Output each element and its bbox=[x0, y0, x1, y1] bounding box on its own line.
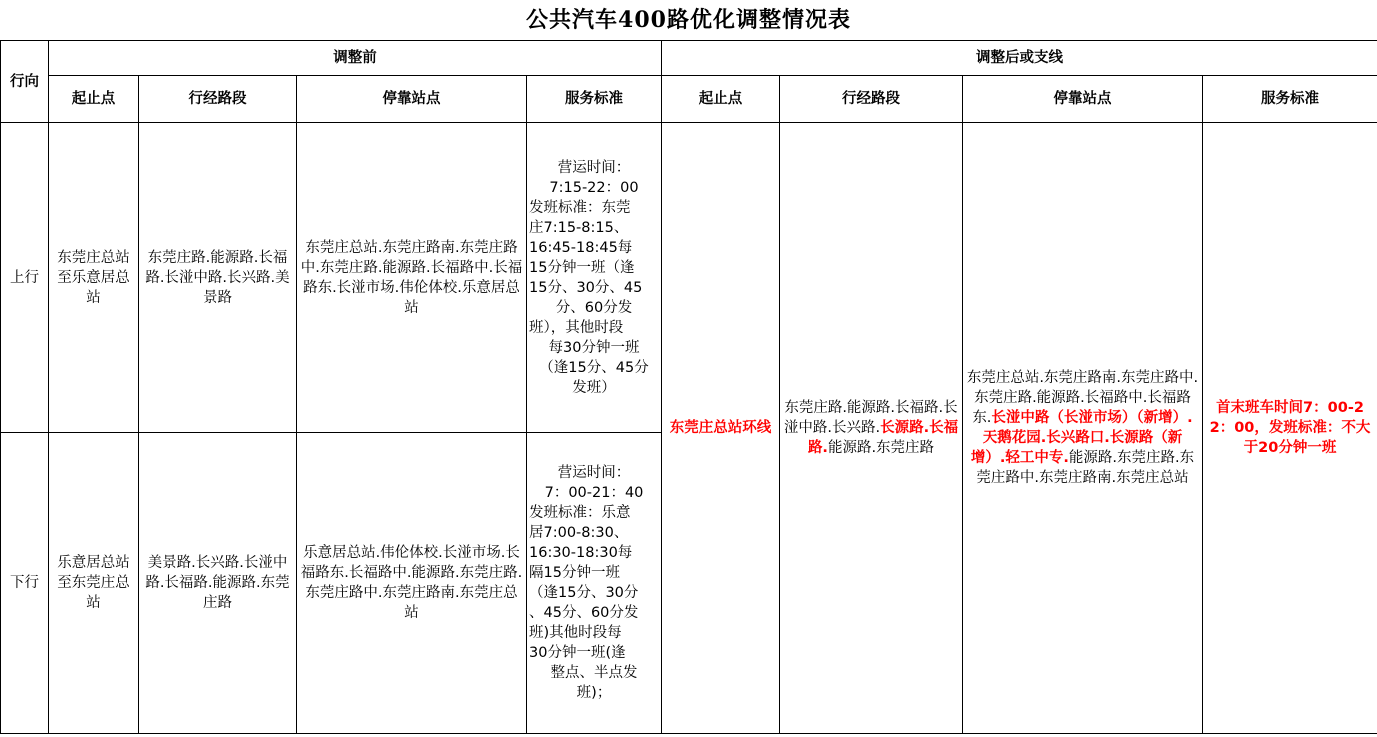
header-row-columns bbox=[1, 76, 1377, 123]
header-before-route: 行经路段 bbox=[139, 76, 297, 123]
service-line: 发班标准：东莞 bbox=[529, 199, 631, 216]
header-before: 调整前 bbox=[49, 41, 662, 76]
header-row-group bbox=[1, 41, 1377, 76]
after-stops bbox=[963, 123, 1203, 734]
service-line: （逢15分、45分 bbox=[539, 359, 649, 376]
after-stops-part: 能源路.东莞庄路.东莞庄路中.东莞庄路南.东莞庄总站 bbox=[976, 450, 1195, 486]
service-line: 、45分、60分发 bbox=[529, 605, 639, 621]
service-line: 班)其他时段每 bbox=[529, 625, 622, 641]
header-before-service: 服务标准 bbox=[527, 76, 662, 123]
row-direction: 下行 bbox=[1, 433, 49, 734]
service-line: 班），其他时段 bbox=[529, 319, 624, 336]
route-adjustment-table bbox=[0, 40, 1377, 734]
header-after-stops: 停靠站点 bbox=[963, 76, 1203, 123]
service-line: 营运时间： bbox=[557, 159, 631, 176]
service-line: 营运时间： bbox=[557, 465, 631, 481]
header-after-endpoints: 起止点 bbox=[662, 76, 780, 123]
service-line: 庄7:15-8:15、 bbox=[529, 219, 629, 236]
service-line: 15分钟一班（逢 bbox=[529, 259, 635, 276]
service-line: 分、60分发 bbox=[555, 299, 633, 316]
after-stops-new: 长湴中路（长湴市场）（新增）.天鹅花园.长兴路口.长源路（新增）.轻工中专. bbox=[970, 410, 1193, 466]
row-service bbox=[527, 433, 662, 734]
row-endpoints: 乐意居总站至东莞庄总站 bbox=[49, 433, 139, 734]
header-after-route: 行经路段 bbox=[780, 76, 963, 123]
after-route-part: 东莞庄路.能源路.长福路.长湴中路.长兴路. bbox=[783, 400, 958, 436]
service-line: 隔15分钟一班 bbox=[529, 565, 620, 581]
service-line: （逢15分、30分 bbox=[529, 585, 639, 601]
after-route bbox=[780, 123, 963, 734]
header-after: 调整后或支线 bbox=[662, 41, 1377, 76]
row-stops: 乐意居总站.伟伦体校.长湴市场.长福路东.长福路中.能源路.东莞庄路.东莞庄路中.东莞庄路南.东莞庄总站 bbox=[297, 433, 527, 734]
page-title: 公共汽车400路优化调整情况表 bbox=[526, 7, 851, 33]
service-line: 7：00-21：40 bbox=[544, 485, 644, 501]
row-route: 东莞庄路.能源路.长福路.长湴中路.长兴路.美景路 bbox=[139, 123, 297, 433]
service-line: 发班） bbox=[572, 379, 616, 396]
service-line: 7:15-22：00 bbox=[549, 179, 639, 196]
service-line: 16:30-18:30每 bbox=[529, 545, 633, 561]
service-line: 15分、30分、45 bbox=[529, 279, 643, 296]
after-service: 首末班车时间7：00-22：00，发班标准：不大于20分钟一班 bbox=[1203, 123, 1377, 734]
row-endpoints: 东莞庄总站至乐意居总站 bbox=[49, 123, 139, 433]
service-line: 班)； bbox=[576, 685, 612, 701]
service-line: 整点、半点发 bbox=[550, 665, 638, 681]
row-service bbox=[527, 123, 662, 433]
after-route-new: 长源路.长福路. bbox=[807, 420, 959, 456]
row-route: 美景路.长兴路.长湴中路.长福路.能源路.东莞庄路 bbox=[139, 433, 297, 734]
service-line: 发班标准：乐意 bbox=[529, 505, 631, 521]
header-direction: 行向 bbox=[1, 41, 49, 123]
service-line: 16:45-18:45每 bbox=[529, 239, 633, 256]
after-endpoints: 东莞庄总站环线 bbox=[662, 123, 780, 734]
header-before-endpoints: 起止点 bbox=[49, 76, 139, 123]
service-line: 30分钟一班(逢 bbox=[529, 645, 626, 661]
after-stops-part: 东莞庄总站.东莞庄路南.东莞庄路中.东莞庄路.能源路.长福路中.长福路东. bbox=[966, 370, 1199, 426]
row-stops: 东莞庄总站.东莞庄路南.东莞庄路中.东莞庄路.能源路.长福路中.长福路东.长湴市场.伟伦体校.乐意居总站 bbox=[297, 123, 527, 433]
row-direction: 上行 bbox=[1, 123, 49, 433]
service-line: 居7:00-8:30、 bbox=[529, 525, 629, 541]
table-row bbox=[1, 123, 1377, 433]
service-line: 每30分钟一班 bbox=[548, 339, 640, 356]
header-after-service: 服务标准 bbox=[1203, 76, 1377, 123]
header-before-stops: 停靠站点 bbox=[297, 76, 527, 123]
after-route-part: 能源路.东莞庄路 bbox=[827, 440, 935, 456]
